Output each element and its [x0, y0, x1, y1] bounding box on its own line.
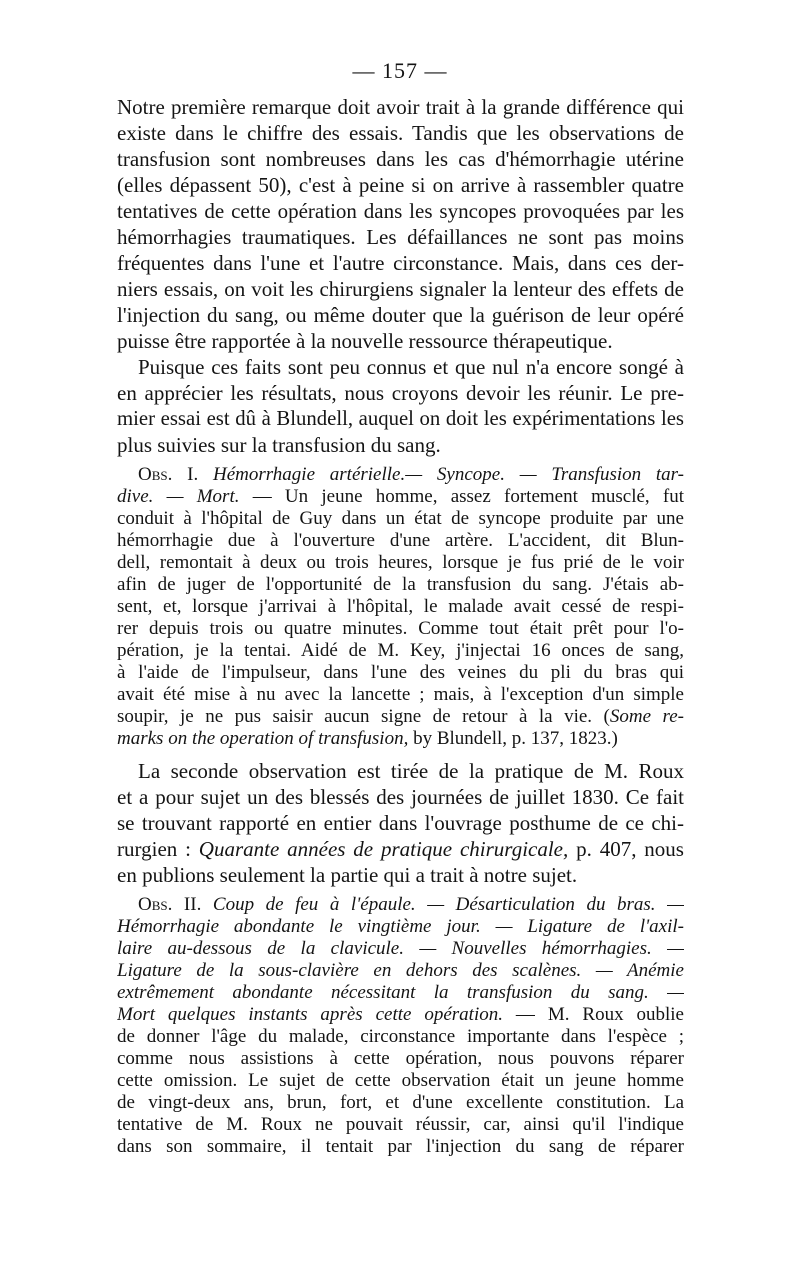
obs-title: Hémorrhagie artérielle.— Syncope. — Transfusion tar- — [212, 464, 684, 485]
text-run: rurgien : — [117, 837, 199, 861]
text-line: et a pour sujet un des blessés des journées de juillet 1830. Ce fait — [117, 785, 684, 809]
book-title: Quarante années de pratique chirurgicale, — [198, 837, 569, 861]
citation-title: Some re- — [609, 706, 684, 727]
text-line: en publions seulement la partie qui a trait à notre sujet. — [117, 863, 578, 887]
text-line: sent, et, lorsque j'arrivai à l'hôpital, le malade avait cessé de respi- — [117, 596, 684, 617]
text-line: rer depuis trois ou quatre minutes. Comme tout était prêt pour l'o- — [117, 618, 684, 639]
obs-title-end: Mort quelques instants après cette opération. — [117, 1004, 503, 1025]
text-line — [117, 1004, 684, 1026]
text-line: en apprécier les résultats, nous croyons devoir les réunir. Le pre- — [117, 381, 684, 405]
text-line — [117, 728, 684, 750]
text-line: existe dans le chiffre des essais. Tandis que les observations de — [117, 121, 684, 145]
obs-title-end: dive. — Mort. — [117, 486, 240, 507]
obs-title-line: Ligature de la sous-clavière en dehors des scalènes. — Anémie — [117, 960, 684, 981]
text-line: de vingt-deux ans, brun, fort, et d'une excellente constitution. La — [117, 1092, 684, 1113]
obs-heading-line — [138, 464, 684, 486]
text-run: — Un jeune homme, assez fortement musclé, fut — [239, 486, 684, 507]
text-line: comme nous assistions à cette opération, nous pouvons réparer — [117, 1048, 684, 1069]
text-line: puisse être rapportée à la nouvelle ressource thérapeutique. — [117, 329, 613, 353]
text-line: tentative de M. Roux ne pouvait réussir, car, ainsi qu'il l'indique — [117, 1114, 684, 1135]
text-line: conduit à l'hôpital de Guy dans un état de syncope produite par une — [117, 508, 684, 529]
text-line: dans son sommaire, il tentait par l'injection du sang de réparer — [117, 1136, 684, 1157]
text-line: fréquentes dans l'une et l'autre circonstance. Mais, dans ces der- — [117, 251, 684, 275]
text-line: afin de juger de l'opportunité de la transfusion du sang. J'étais ab- — [117, 574, 684, 595]
text-line — [117, 836, 684, 862]
text-line — [117, 706, 684, 728]
text-line: tentatives de cette opération dans les syncopes provoquées par les — [117, 199, 684, 223]
obs-label: Obs. I. — [138, 464, 199, 485]
obs-label: Obs. II. — [138, 894, 202, 915]
text-line: mier essai est dû à Blundell, auquel on doit les expérimentations les — [117, 408, 684, 430]
text-line: (elles dépassent 50), c'est à peine si on arrive à rassembler quatre — [117, 173, 684, 197]
citation-title: marks on the operation of transfusion, — [117, 728, 409, 749]
text-line: de donner l'âge du malade, circonstance importante dans l'espèce ; — [117, 1026, 684, 1047]
text-line: l'injection du sang, ou même douter que la guérison de leur opéré — [117, 303, 684, 327]
text-line: dell, remontait à deux ou trois heures, lorsque je fus prié de le voir — [117, 552, 684, 573]
text-line: Puisque ces faits sont peu connus et que nul n'a encore songé à — [138, 355, 684, 379]
obs-title: Coup de feu à l'épaule. — Désarticulation du bras. — — [212, 894, 684, 915]
text-line: à l'aide de l'impulseur, dans l'une des veines du pli du bras qui — [117, 662, 684, 683]
text-run: — M. Roux oublie — [503, 1004, 684, 1025]
text-line: hémorrhagie due à l'ouverture d'une artère. L'accident, dit Blun- — [117, 530, 684, 551]
page-number: — 157 — — [352, 58, 448, 83]
text-run: p. 407, nous — [568, 837, 684, 861]
text-line: Notre première remarque doit avoir trait à la grande différence qui — [117, 95, 684, 119]
obs-title-line: extrêmement abondante nécessitant la transfusion du sang. — — [117, 982, 684, 1003]
text-line — [117, 486, 684, 508]
citation-ref: by Blundell, p. 137, 1823.) — [408, 728, 618, 749]
text-line: La seconde observation est tirée de la pratique de M. Roux — [138, 759, 684, 783]
obs-title-line: Hémorrhagie abondante le vingtième jour. — Ligature de l'axil- — [117, 916, 684, 937]
obs-title-line: laire au-dessous de la clavicule. — Nouvelles hémorrhagies. — — [117, 938, 684, 959]
text-line: transfusion sont nombreuses dans les cas d'hémorrhagie utérine — [117, 147, 684, 171]
text-line: se trouvant rapporté en entier dans l'ouvrage posthume de ce chi- — [117, 811, 684, 835]
text-line: plus suivies sur la transfusion du sang. — [117, 433, 441, 457]
text-line: hémorrhagies traumatiques. Les défaillances ne sont pas moins — [117, 225, 684, 249]
text-run: soupir, je ne pus saisir aucun signe de retour à la vie. ( — [117, 706, 610, 727]
text-line: pération, je la tentai. Aidé de M. Key, j'injectai 16 onces de sang, — [117, 640, 684, 661]
text-line: niers essais, on voit les chirurgiens signaler la lenteur des effets de — [117, 277, 684, 301]
text-line: avait été mise à nu avec la lancette ; mais, à l'exception d'un simple — [117, 684, 684, 705]
text-line: cette omission. Le sujet de cette observation était un jeune homme — [117, 1070, 684, 1091]
obs-heading-line — [138, 894, 684, 916]
